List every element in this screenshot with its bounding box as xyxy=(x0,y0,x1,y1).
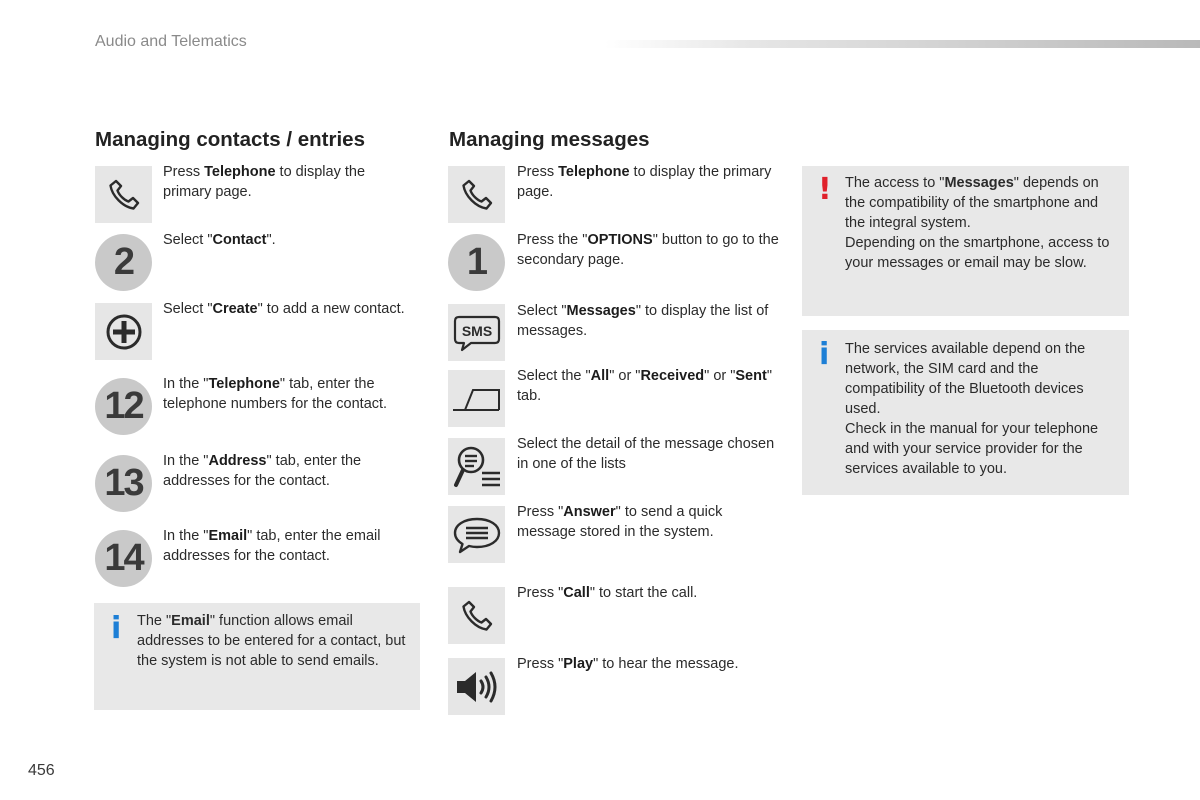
messages-play-icon-box xyxy=(448,658,505,715)
messages-detail-icon-box xyxy=(448,438,505,495)
page-number: 456 xyxy=(28,762,55,779)
warning-note xyxy=(802,166,1129,316)
messages-step-3-text: Select "Messages" to display the list of messages. xyxy=(517,303,769,339)
contacts-step-3-text: Select "Create" to add a new contact. xyxy=(163,301,405,317)
messages-step-6-text: Press "Answer" to send a quick message stored in the system. xyxy=(517,504,723,540)
messages-step-2-text: Press the "OPTIONS" button to go to the secondary page. xyxy=(517,232,779,268)
info-icon: i xyxy=(111,611,122,646)
warning-exclamation-icon: ! xyxy=(818,172,832,207)
step-badge: 14 xyxy=(95,530,152,587)
step-badge: 2 xyxy=(95,234,152,291)
messages-tab-icon-box xyxy=(448,370,505,427)
email-note-text: The "Email" function allows email addresses to be entered for a contact, but the system is not able to send emails. xyxy=(137,613,406,669)
contacts-step-6-text: In the "Email" tab, enter the email addresses for the contact. xyxy=(163,528,381,564)
messages-sms-icon-box xyxy=(448,304,505,361)
email-info-note xyxy=(94,603,420,710)
info-icon: i xyxy=(819,337,830,372)
step-badge: 1 xyxy=(448,234,505,291)
step-badge: 12 xyxy=(95,378,152,435)
contacts-create-icon-box xyxy=(95,303,152,360)
phone-handset-icon xyxy=(107,178,141,212)
svg-text:SMS: SMS xyxy=(461,322,492,339)
messages-step-7-text: Press "Call" to start the call. xyxy=(517,585,698,601)
messages-answer-icon-box xyxy=(448,506,505,563)
tab-icon xyxy=(451,384,503,414)
warning-note-text: The access to "Messages" depends on the compatibility of the smartphone and the integral system. Depending on the smartphone, access to your messages or email may be slow. xyxy=(845,175,1110,271)
speech-bubble-icon xyxy=(452,515,502,555)
messages-call-icon-box xyxy=(448,587,505,644)
plus-circle-icon xyxy=(104,312,144,352)
header-bar xyxy=(605,40,1200,48)
phone-handset-icon xyxy=(460,599,494,633)
messages-step-8-text: Press "Play" to hear the message. xyxy=(517,656,739,672)
sms-icon xyxy=(453,313,501,353)
phone-handset-icon xyxy=(460,178,494,212)
services-info-note xyxy=(802,330,1129,495)
speaker-icon xyxy=(454,668,500,706)
contacts-step-4-text: In the "Telephone" tab, enter the telephone numbers for the contact. xyxy=(163,376,388,412)
step-badge: 13 xyxy=(95,455,152,512)
contacts-section-title: Managing contacts / entries xyxy=(95,128,365,151)
contacts-step-1-text: Press Telephone to display the primary page. xyxy=(163,164,366,200)
messages-step-1-text: Press Telephone to display the primary page. xyxy=(517,164,772,200)
header-title: Audio and Telematics xyxy=(95,33,247,50)
messages-step-5-text: Select the detail of the message chosen in one of the lists xyxy=(517,436,775,472)
message-detail-icon xyxy=(452,443,502,491)
contacts-step-5-text: In the "Address" tab, enter the addresses for the contact. xyxy=(163,453,362,489)
contacts-phone-icon-box xyxy=(95,166,152,223)
messages-step-4-text: Select the "All" or "Received" or "Sent" tab. xyxy=(517,368,772,404)
messages-section-title: Managing messages xyxy=(449,128,650,151)
messages-phone-icon-box xyxy=(448,166,505,223)
contacts-step-2-text: Select "Contact". xyxy=(163,232,276,248)
services-note-text: The services available depend on the network, the SIM card and the compatibility of the Bluetooth devices used. Check in the manual for your telephone and with your service provider for the services available to you. xyxy=(845,341,1099,477)
